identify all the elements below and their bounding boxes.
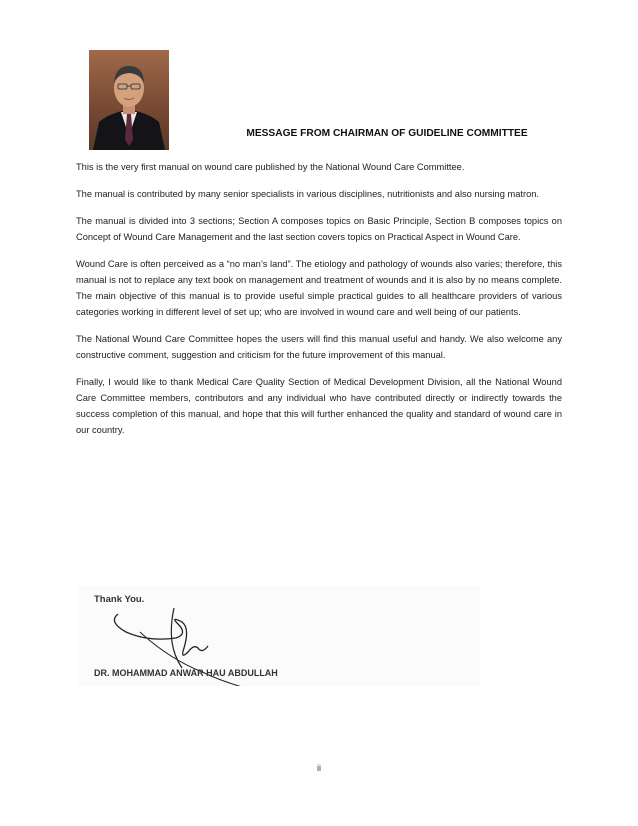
signer-name: DR. MOHAMMAD ANWAR HAU ABDULLAH xyxy=(94,668,278,678)
portrait-icon xyxy=(89,50,169,150)
paragraph: Wound Care is often perceived as a “no man’s land”. The etiology and pathology of wounds also varies; therefore, this manual is not to replace any text book on management and treatment of wounds and it is also by no means complete. The main objective of this manual is to provide useful simple practical guides to all healthcare providers of various categories working in different level of set up; who are involved in wound care and well being of our patients. xyxy=(76,259,562,317)
page-title: MESSAGE FROM CHAIRMAN OF GUIDELINE COMMITTEE xyxy=(246,128,528,139)
paragraph: The manual is contributed by many senior specialists in various disciplines, nutritionists and also nursing matron. xyxy=(76,189,540,199)
chairman-portrait xyxy=(89,50,169,150)
closing-text: Thank You. xyxy=(94,594,145,605)
message-body xyxy=(76,159,562,449)
paragraph: The manual is divided into 3 sections; Section A composes topics on Basic Principle, Section B composes topics on Concept of Wound Care Management and the last section covers topics on Practical Aspect in Wound Care. xyxy=(76,216,562,242)
page-number: ii xyxy=(317,763,321,773)
signature-block xyxy=(78,586,480,686)
paragraph: Finally, I would like to thank Medical Care Quality Section of Medical Development Division, all the National Wound Care Committee members, contributors and any individual who have contributed directly or indirectly towards the success completion of this manual, and hope that this will further enhanced the quality and standard of wound care in our country. xyxy=(76,377,562,435)
paragraph: This is the very first manual on wound care published by the National Wound Care Committee. xyxy=(76,162,465,172)
paragraph: The National Wound Care Committee hopes the users will find this manual useful and handy. We also welcome any constructive comment, suggestion and criticism for the future improvement of this manual. xyxy=(76,334,562,360)
